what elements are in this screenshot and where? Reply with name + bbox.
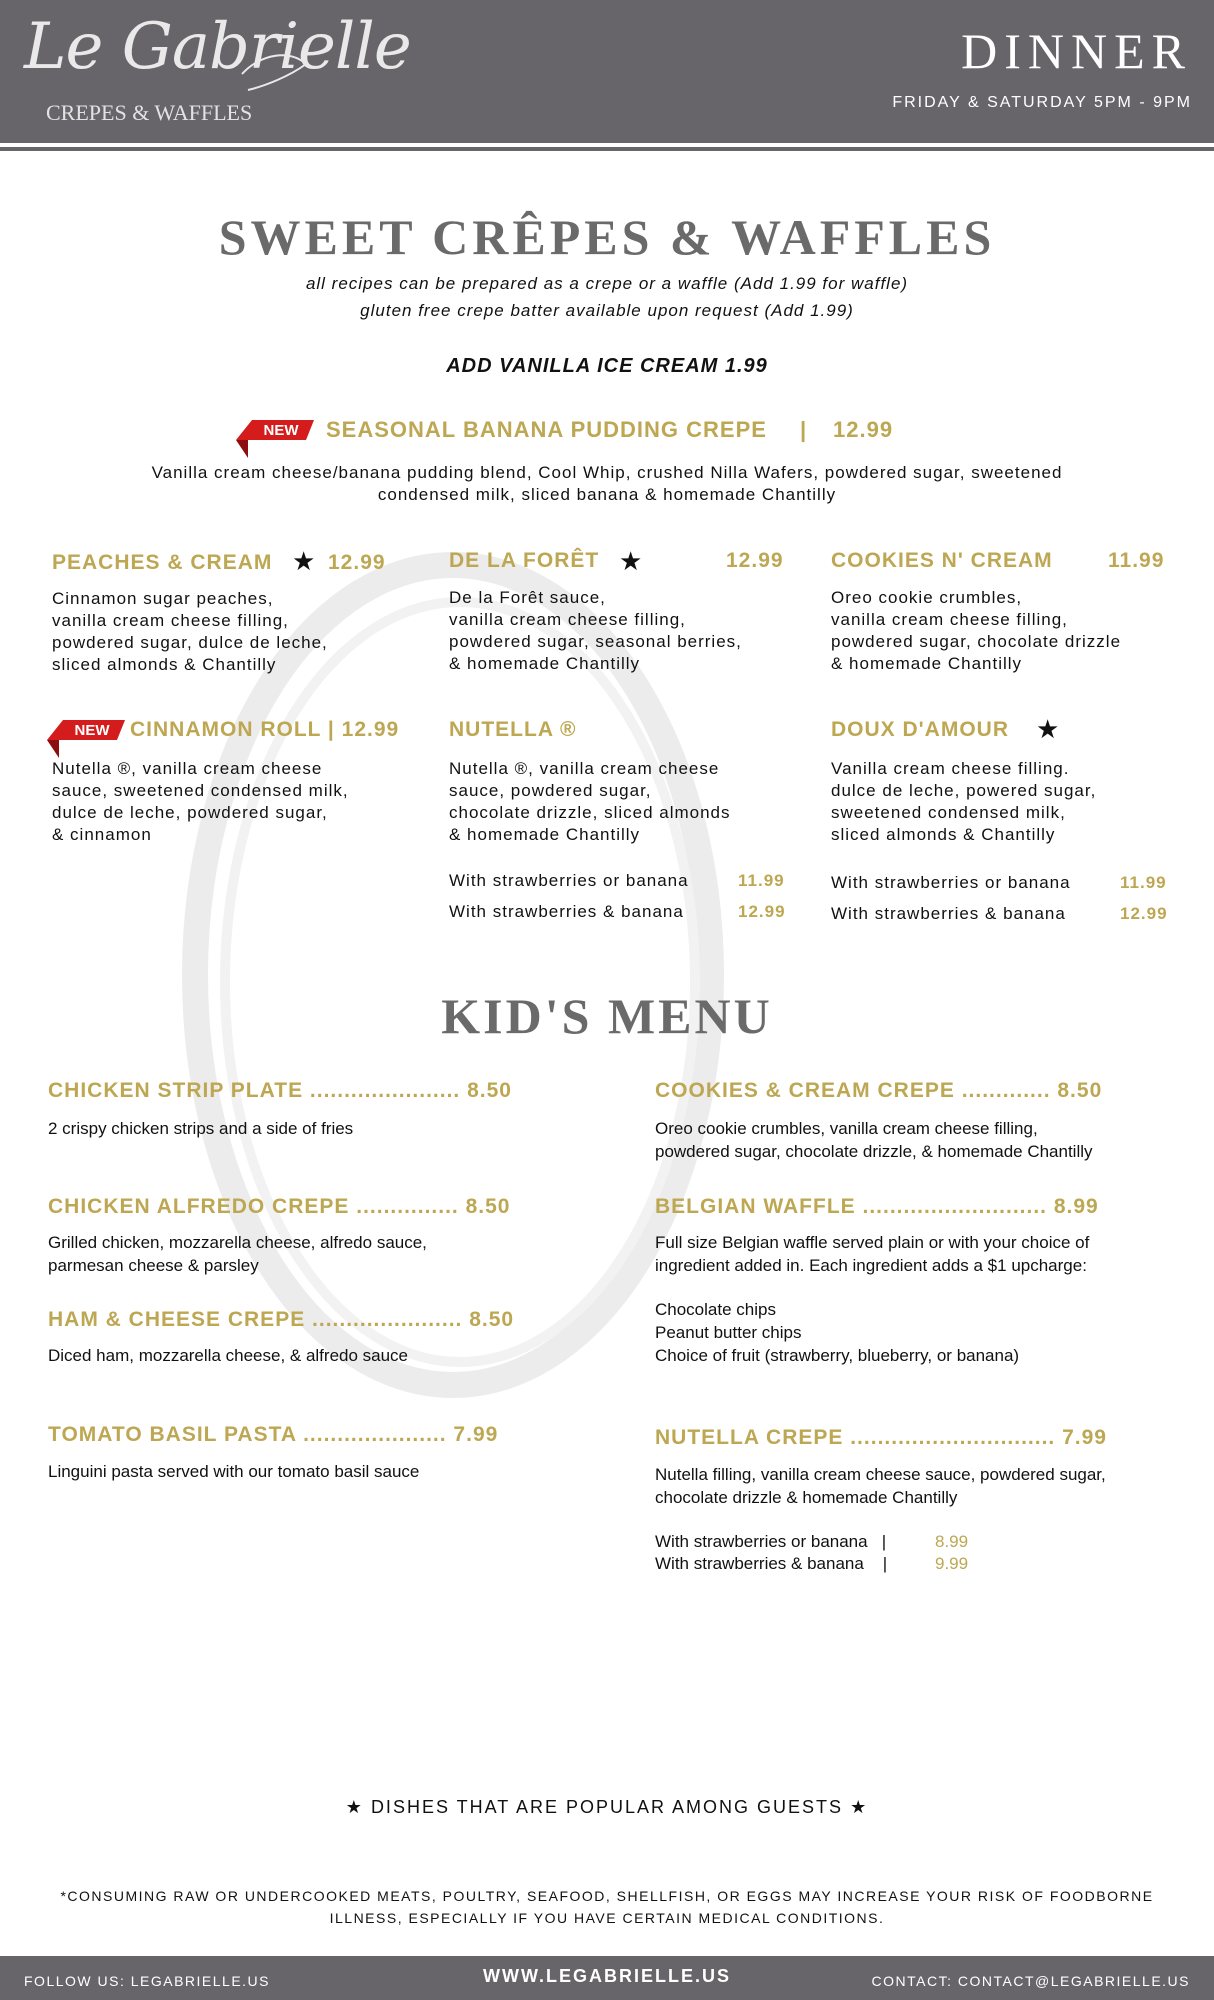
nutella-option-price: 12.99 xyxy=(738,902,786,921)
new-badge-icon xyxy=(234,418,316,458)
cookies-item-name: COOKIES N' CREAM xyxy=(831,549,1053,572)
foret-item-name: DE LA FORÊT xyxy=(449,549,600,572)
kids-desc-line: Diced ham, mozzarella cheese, & alfredo sauce xyxy=(48,1346,409,1365)
popular-legend: DISHES THAT ARE POPULAR AMONG GUESTS xyxy=(370,1797,844,1817)
nutella-desc-line: chocolate drizzle, sliced almonds xyxy=(449,803,731,822)
popular-star-icon: ★ xyxy=(1036,714,1060,744)
section-title-kids: KID'S MENU xyxy=(441,988,773,1044)
waffle-choice: Peanut butter chips xyxy=(655,1323,802,1342)
doux-option-price: 11.99 xyxy=(1120,873,1167,892)
kids-nutella-option-label: With strawberries or banana | xyxy=(655,1532,887,1551)
seasonal-price: 12.99 xyxy=(833,417,894,442)
peaches-item-name: PEACHES & CREAM xyxy=(52,551,273,574)
kids-item-name: NUTELLA CREPE .............................. 7.99 xyxy=(655,1426,1107,1449)
kids-item-name: CHICKEN STRIP PLATE ...................... 8.50 xyxy=(48,1079,512,1102)
doux-desc-line: dulce de leche, powered sugar, xyxy=(831,781,1097,800)
kids-desc-line: chocolate drizzle & homemade Chantilly xyxy=(655,1488,958,1507)
kids-desc-line: powdered sugar, chocolate drizzle, & homemade Chantilly xyxy=(655,1142,1093,1161)
hours-text: FRIDAY & SATURDAY 5PM - 9PM xyxy=(892,94,1192,111)
nutella-desc-line: Nutella ®, vanilla cream cheese xyxy=(449,759,720,778)
doux-desc-line: sliced almonds & Chantilly xyxy=(831,825,1056,844)
nutella-option-label: With strawberries or banana xyxy=(449,871,689,890)
popular-star-icon: ★ xyxy=(345,1797,364,1817)
doux-desc-line: Vanilla cream cheese filling. xyxy=(831,759,1070,778)
foret-price: 12.99 xyxy=(726,549,784,572)
waffle-note: all recipes can be prepared as a crepe or a waffle (Add 1.99 for waffle) xyxy=(305,274,909,293)
peaches-desc-line: vanilla cream cheese filling, xyxy=(52,611,289,630)
peaches-price: 12.99 xyxy=(328,551,386,574)
cinnamon-desc-line: & cinnamon xyxy=(52,825,152,844)
kids-desc-line: Linguini pasta served with our tomato basil sauce xyxy=(48,1462,420,1481)
kids-nutella-option-price: 9.99 xyxy=(935,1554,969,1573)
ice-cream-addon: ADD VANILLA ICE CREAM 1.99 xyxy=(446,355,768,377)
cookies-desc-line: powdered sugar, chocolate drizzle xyxy=(831,632,1122,651)
seasonal-separator: | xyxy=(800,417,808,442)
doux-option-label: With strawberries or banana xyxy=(831,873,1071,892)
doux-item-name: DOUX D'AMOUR xyxy=(831,718,1009,741)
kids-nutella-option-price: 8.99 xyxy=(935,1532,969,1551)
kids-item-name: COOKIES & CREAM CREPE ............. 8.50 xyxy=(655,1079,1103,1102)
follow-link[interactable]: FOLLOW US: LEGABRIELLE.US xyxy=(24,1973,271,1989)
kids-item-name: CHICKEN ALFREDO CREPE ............... 8.50 xyxy=(48,1195,511,1218)
doux-option-price: 12.99 xyxy=(1120,904,1168,923)
cookies-desc-line: vanilla cream cheese filling, xyxy=(831,610,1068,629)
brand-subtitle: CREPES & WAFFLES xyxy=(46,100,253,125)
foret-desc-line: & homemade Chantilly xyxy=(449,654,641,673)
popular-star-icon: ★ xyxy=(619,546,643,576)
doux-desc-line: sweetened condensed milk, xyxy=(831,803,1066,822)
gluten-free-note: gluten free crepe batter available upon request (Add 1.99) xyxy=(360,301,854,320)
cookies-desc-line: Oreo cookie crumbles, xyxy=(831,588,1023,607)
kids-nutella-option-label: With strawberries & banana | xyxy=(655,1554,888,1573)
seasonal-desc-line: Vanilla cream cheese/banana pudding blend, Cool Whip, crushed Nilla Wafers, powdered sugar, sweetened xyxy=(151,463,1063,482)
peaches-desc-line: Cinnamon sugar peaches, xyxy=(52,589,274,608)
nutella-option-price: 11.99 xyxy=(738,871,785,890)
new-badge-label: NEW xyxy=(263,422,299,439)
kids-item-name: BELGIAN WAFFLE ........................... 8.99 xyxy=(655,1195,1099,1218)
new-badge-label: NEW xyxy=(74,722,110,739)
brand-logo-script: Le Gabrielle xyxy=(24,10,411,84)
nutella-item-name: NUTELLA ® xyxy=(449,718,577,741)
cinnamon-desc-line: dulce de leche, powdered sugar, xyxy=(52,803,328,822)
new-badge-icon xyxy=(45,718,127,758)
kids-desc-line: Grilled chicken, mozzarella cheese, alfredo sauce, xyxy=(48,1233,427,1252)
popular-star-icon: ★ xyxy=(850,1797,869,1817)
menu-title: DINNER xyxy=(961,23,1192,79)
foret-desc-line: De la Forêt sauce, xyxy=(449,588,606,607)
kids-desc-line: Nutella filling, vanilla cream cheese sauce, powdered sugar, xyxy=(655,1465,1106,1484)
foret-desc-line: vanilla cream cheese filling, xyxy=(449,610,686,629)
kids-desc-line: 2 crispy chicken strips and a side of fries xyxy=(48,1119,354,1138)
cinnamon-desc-line: sauce, sweetened condensed milk, xyxy=(52,781,349,800)
section-title-sweet: SWEET CRÊPES & WAFFLES xyxy=(218,209,996,265)
nutella-option-label: With strawberries & banana xyxy=(449,902,684,921)
nutella-desc-line: sauce, powdered sugar, xyxy=(449,781,652,800)
kids-item-name: HAM & CHEESE CREPE ...................... 8.50 xyxy=(48,1308,515,1331)
disclaimer-line: ILLNESS, ESPECIALLY IF YOU HAVE CERTAIN MEDICAL CONDITIONS. xyxy=(329,1910,885,1926)
seasonal-item-name: SEASONAL BANANA PUDDING CREPE xyxy=(326,417,767,442)
peaches-desc-line: sliced almonds & Chantilly xyxy=(52,655,277,674)
cinnamon-item-name: CINNAMON ROLL | 12.99 xyxy=(130,718,400,741)
doux-option-label: With strawberries & banana xyxy=(831,904,1066,923)
kids-desc-line: Oreo cookie crumbles, vanilla cream cheese filling, xyxy=(655,1119,1038,1138)
waffle-choice: Chocolate chips xyxy=(655,1300,776,1319)
cookies-desc-line: & homemade Chantilly xyxy=(831,654,1023,673)
header-divider xyxy=(0,147,1214,151)
contact-link[interactable]: CONTACT: CONTACT@LEGABRIELLE.US xyxy=(871,1973,1190,1989)
kids-desc-line: parmesan cheese & parsley xyxy=(48,1256,259,1275)
website-link[interactable]: WWW.LEGABRIELLE.US xyxy=(483,1966,731,1986)
kids-item-name: TOMATO BASIL PASTA ..................... 7.99 xyxy=(48,1423,499,1446)
seasonal-desc-line: condensed milk, sliced banana & homemade Chantilly xyxy=(377,485,837,504)
peaches-desc-line: powdered sugar, dulce de leche, xyxy=(52,633,328,652)
disclaimer-line: *CONSUMING RAW OR UNDERCOOKED MEATS, POULTRY, SEAFOOD, SHELLFISH, OR EGGS MAY INCREASE YOUR RISK OF FOODBORNE xyxy=(60,1888,1154,1904)
kids-desc-line: ingredient added in. Each ingredient adds a $1 upcharge: xyxy=(655,1256,1087,1275)
kids-desc-line: Full size Belgian waffle served plain or with your choice of xyxy=(655,1233,1090,1252)
nutella-desc-line: & homemade Chantilly xyxy=(449,825,641,844)
popular-star-icon: ★ xyxy=(292,546,316,576)
logo-swoosh-icon xyxy=(240,44,310,94)
cinnamon-desc-line: Nutella ®, vanilla cream cheese xyxy=(52,759,323,778)
foret-desc-line: powdered sugar, seasonal berries, xyxy=(449,632,742,651)
cookies-price: 11.99 xyxy=(1108,549,1165,572)
waffle-choice: Choice of fruit (strawberry, blueberry, or banana) xyxy=(655,1346,1020,1365)
